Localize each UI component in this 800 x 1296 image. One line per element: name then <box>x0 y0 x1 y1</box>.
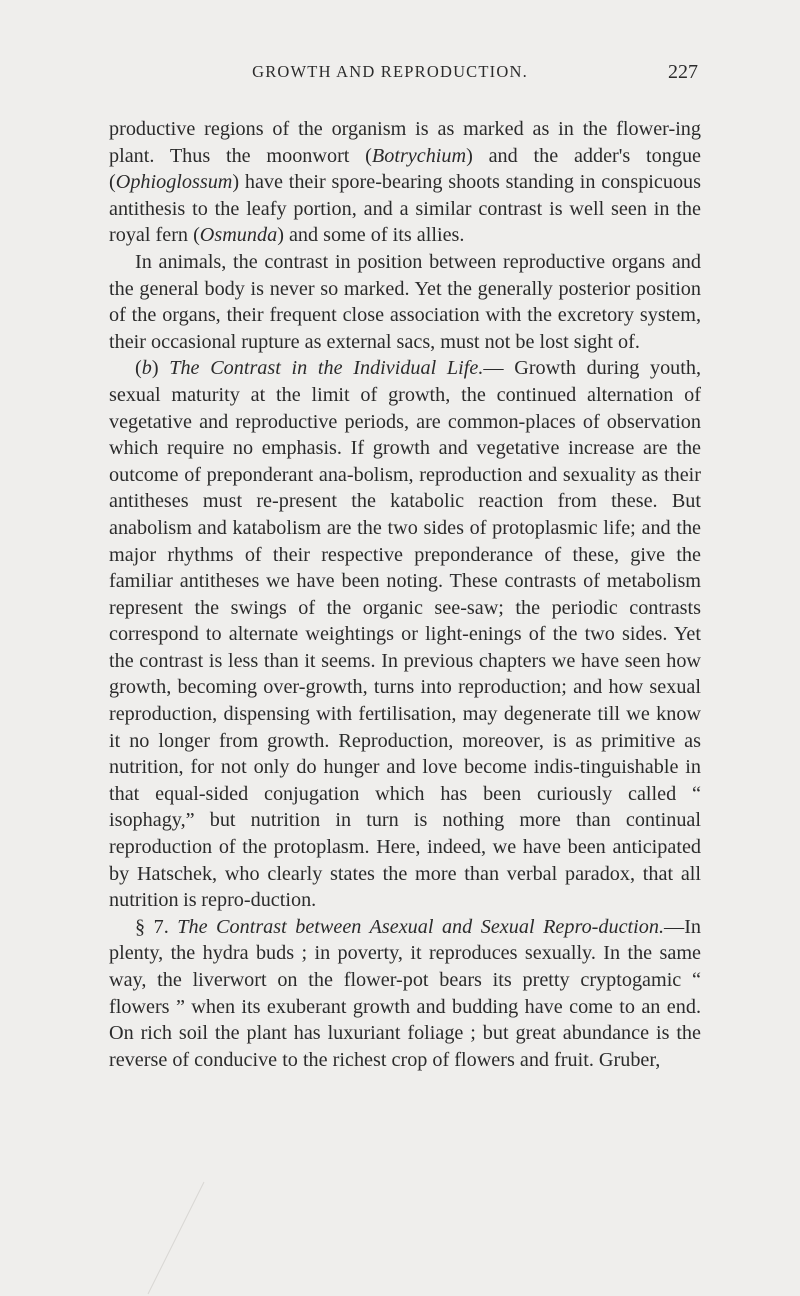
term-osmunda: Osmunda <box>199 224 278 247</box>
subsection-close-paren: ) <box>151 357 170 380</box>
paragraph-1-text-1: productive regions of the organism is as marked as in the flower-ing plant. Thus the moonwort ( <box>109 118 701 167</box>
term-ophioglossum: Ophioglossum <box>115 171 233 194</box>
paragraph-1-text-4: ) and some of its allies. <box>277 224 465 247</box>
subsection-letter: b <box>141 357 152 380</box>
paragraph-3 <box>109 355 701 913</box>
running-head <box>110 58 700 86</box>
subsection-open-paren: ( <box>135 357 142 380</box>
running-title: GROWTH AND REPRODUCTION. <box>252 62 528 81</box>
section-number: § 7. <box>135 915 178 938</box>
paragraph-4-text: —In plenty, the hydra buds ; in poverty, it reproduces sexually. In the same way, the liverwort on the flower-pot bears its pretty cryptogamic “ flowers ” when its exuberant growth and budding have come to an end. On rich soil the plant has luxuriant foliage ; but great abundance is the reverse of conducive to the richest crop of flowers and fruit. Gruber, <box>109 915 702 1071</box>
paragraph-3-text: — Growth during youth, sexual maturity at the limit of growth, the continued alternation of vegetative and reproductive periods, are common-places of observation which require no emphasis. If growth and vegetative increase are the outcome of preponderant ana-bolism, reproduction and sexuality as their antitheses must re-present the katabolic reaction from these. But anabolism and katabolism are the two sides of protoplasmic life; and the major rhythms of their respective preponderance of these, give the familiar antitheses we have been noting. These contrasts of metabolism represent the swings of the organic see-saw; the periodic contrasts correspond to alternate weightings or light-enings of the two sides. Yet the contrast is less than it seems. In previous chapters we have seen how growth, becoming over-growth, turns into reproduction; and how sexual reproduction, dispensing with fertilisation, may degenerate till we know it no longer from growth. Reproduction, moreover, is as primitive as nutrition, for not only do hunger and love become indis-tinguishable in that equal-sided conjugation which has been curiously called “ isophagy,” but nutrition in turn is nothing more than continual reproduction of the protoplasm. Here, indeed, we have been anticipated by Hatschek, who clearly states the more than verbal paradox, that all nutrition is repro-duction. <box>109 357 701 912</box>
paragraph-2: In animals, the contrast in position between reproductive organs and the general body is never so marked. Yet the generally posterior position of the organs, their frequent close association with the excretory system, their occasional rupture as external sacs, must not be lost sight of. <box>109 250 701 353</box>
subsection-heading: The Contrast in the Individual Life. <box>169 357 484 380</box>
paragraph-1 <box>109 116 701 249</box>
section-heading: The Contrast between Asexual and Sexual Repro-duction. <box>177 915 664 938</box>
body-text <box>109 116 701 1073</box>
paragraph-1-text-3: ) have their spore-bearing shoots standing in conspicuous antithesis to the leafy portion, and a similar contrast is well seen in the royal fern ( <box>109 171 701 247</box>
page-number: 227 <box>668 61 698 83</box>
page-fold-mark <box>140 1180 210 1296</box>
paragraph-4 <box>109 914 701 1074</box>
paragraph-1-text-2: ) and the adder's tongue ( <box>109 144 701 194</box>
term-botrychium: Botrychium <box>371 144 467 167</box>
